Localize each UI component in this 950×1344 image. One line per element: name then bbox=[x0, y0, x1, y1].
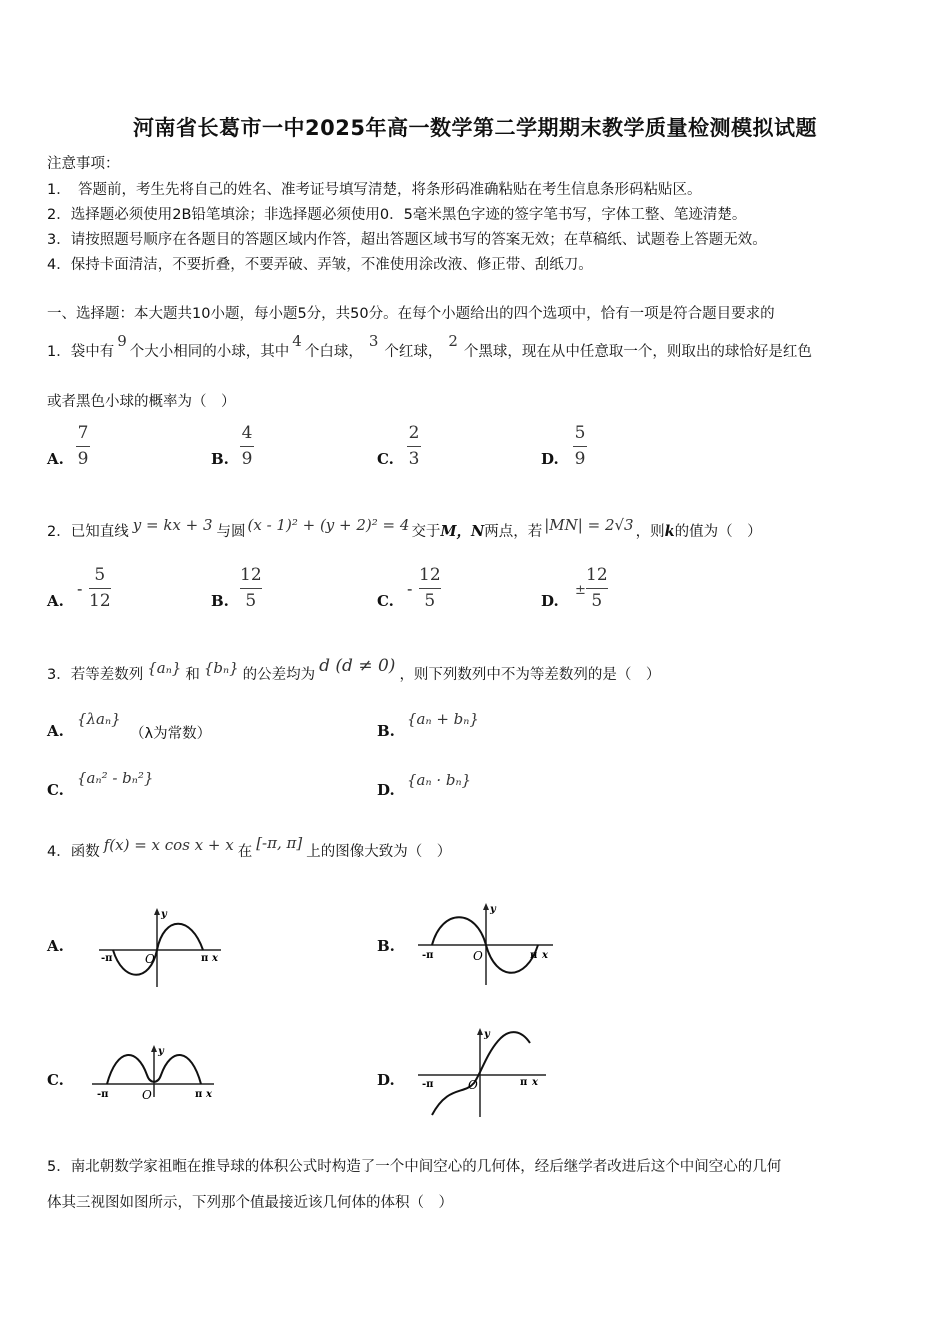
q1-option-b-fraction: 4 9 bbox=[241, 423, 253, 469]
q1-option-b-label[interactable]: B. bbox=[211, 450, 229, 468]
q1-total: 9 bbox=[117, 332, 127, 350]
q1-option-a-fraction: 7 9 bbox=[77, 423, 89, 469]
q1-text: 1．袋中有 bbox=[47, 344, 115, 360]
q3-option-a-label[interactable]: A. bbox=[47, 722, 64, 740]
q1-white: 4 bbox=[292, 332, 302, 350]
question-5: 5．南北朝数学家祖暅在推导球的体积公式时构造了一个中间空心的几何体，经后继学者改进后这个中间空心的几何 bbox=[47, 1159, 782, 1175]
q1-black: 2 bbox=[448, 332, 458, 350]
notice-heading: 注意事项： bbox=[47, 156, 120, 172]
q1-red: 3 bbox=[368, 332, 379, 350]
q3-option-b-label[interactable]: B. bbox=[377, 722, 395, 740]
q1-text: 个大小相同的小球，其中 bbox=[129, 344, 290, 360]
sequence-b: {bₙ} bbox=[203, 659, 239, 677]
svg-text:y: y bbox=[158, 1046, 164, 1057]
notice-item: 3．请按照题号顺序在各题目的答题区域内作答，超出答题区域书写的答案无效；在草稿纸、试题卷上答题无效。 bbox=[47, 232, 767, 248]
question-4: 4．函数 f(x) = x cos x + x 在 [-π, π] 上的图像大致为（ ） bbox=[47, 834, 452, 860]
function-expr: f(x) = x cos x + x bbox=[103, 836, 234, 854]
notice-item: 4．保持卡面清洁，不要折叠，不要弄破、弄皱，不准使用涂改液、修正带、刮纸刀。 bbox=[47, 257, 593, 273]
q4-option-c-label[interactable]: C. bbox=[47, 1071, 64, 1089]
svg-text:y: y bbox=[490, 904, 496, 915]
q4-graph-a bbox=[95, 905, 230, 990]
circle-equation: (x - 1)² + (y + 2)² = 4 bbox=[247, 516, 410, 534]
q1-option-c-label[interactable]: C. bbox=[377, 450, 394, 468]
svg-text:O: O bbox=[142, 1088, 152, 1102]
q4-graph-b bbox=[418, 900, 558, 990]
q4-option-d-label[interactable]: D. bbox=[377, 1071, 395, 1089]
q1-text: 个黑球，现在从中任意取一个，则取出的球恰好是红色 bbox=[463, 344, 812, 360]
question-1-line2: 或者黑色小球的概率为（ ） bbox=[47, 394, 236, 410]
q3-option-a-expr: {λaₙ} bbox=[77, 710, 121, 728]
chord-condition: |MN| = 2√3 bbox=[544, 516, 634, 534]
common-difference: d (d ≠ 0) bbox=[319, 656, 396, 676]
sequence-a: {aₙ} bbox=[147, 659, 182, 677]
notice-item: 1． 答题前，考生先将自己的姓名、准考证号填写清楚，将条形码准确粘贴在考生信息条形码粘贴区。 bbox=[47, 182, 702, 198]
svg-text:-π: -π bbox=[97, 1089, 109, 1100]
svg-text:O: O bbox=[468, 1078, 478, 1092]
svg-text:π: π bbox=[201, 953, 209, 964]
q4-graph-d bbox=[418, 1025, 553, 1120]
q1-text: 个红球， bbox=[384, 344, 443, 360]
q4-option-a-label[interactable]: A. bbox=[47, 937, 64, 955]
q2-option-c-label[interactable]: C. bbox=[377, 592, 394, 610]
line-equation: y = kx + 3 bbox=[132, 516, 213, 534]
q2-option-b-fraction: 12 5 bbox=[240, 565, 262, 611]
question-2: 2．已知直线 y = kx + 3 与圆 (x - 1)² + (y + 2)² = 4 交于M，N两点，若 |MN| = 2√3 ，则k的值为（ ） bbox=[47, 516, 762, 540]
svg-text:π: π bbox=[530, 950, 538, 961]
q3-option-d-label[interactable]: D. bbox=[377, 781, 395, 799]
svg-text:y: y bbox=[484, 1029, 490, 1040]
question-3: 3．若等差数列 {aₙ} 和 {bₙ} 的公差均为 d (d ≠ 0) ，则下列数列中不为等差数列的是（ ） bbox=[47, 656, 661, 683]
q2-option-a-sign: - bbox=[77, 580, 83, 598]
q3-option-b-expr: {aₙ + bₙ} bbox=[407, 710, 479, 728]
question-1 bbox=[47, 332, 812, 361]
svg-text:O: O bbox=[473, 949, 483, 963]
q3-option-a-note: （λ为常数） bbox=[130, 726, 212, 742]
q2-option-d-label[interactable]: D. bbox=[541, 592, 559, 610]
question-5-line2: 体其三视图如图所示，下列那个值最接近该几何体的体积（ ） bbox=[47, 1195, 453, 1211]
svg-text:-π: -π bbox=[101, 953, 113, 964]
q1-option-a-label[interactable]: A. bbox=[47, 450, 64, 468]
interval: [-π, π] bbox=[256, 834, 303, 852]
page-title: 河南省长葛市一中2025年高一数学第二学期期末教学质量检测模拟试题 bbox=[133, 116, 817, 140]
q3-option-c-label[interactable]: C. bbox=[47, 781, 64, 799]
q1-option-d-fraction: 5 9 bbox=[574, 423, 586, 469]
section-heading: 一、选择题：本大题共10小题，每小题5分，共50分。在每个小题给出的四个选项中，恰有一项是符合题目要求的 bbox=[47, 306, 775, 322]
q1-text: 个白球， bbox=[304, 344, 363, 360]
q2-option-d-sign: ± bbox=[575, 583, 586, 598]
q2-option-a-fraction: 5 12 bbox=[89, 565, 111, 611]
svg-text:y: y bbox=[161, 909, 167, 920]
notice-item: 2．选择题必须使用2B铅笔填涂；非选择题必须使用0．5毫米黑色字迹的签字笔书写，字体工整、笔迹清楚。 bbox=[47, 207, 747, 223]
q3-option-d-expr: {aₙ · bₙ} bbox=[407, 771, 472, 789]
q2-option-d-fraction: 12 5 bbox=[586, 565, 608, 611]
svg-text:x: x bbox=[206, 1089, 212, 1100]
q1-option-c-fraction: 2 3 bbox=[408, 423, 420, 469]
q2-option-b-label[interactable]: B. bbox=[211, 592, 229, 610]
svg-text:O: O bbox=[145, 952, 155, 966]
q2-option-a-label[interactable]: A. bbox=[47, 592, 64, 610]
svg-text:x: x bbox=[542, 950, 548, 961]
q3-option-c-expr: {aₙ² - bₙ²} bbox=[77, 769, 154, 787]
svg-text:x: x bbox=[532, 1077, 538, 1088]
q4-option-b-label[interactable]: B. bbox=[377, 937, 395, 955]
q2-option-c-sign: - bbox=[407, 580, 413, 598]
q1-option-d-label[interactable]: D. bbox=[541, 450, 559, 468]
svg-text:-π: -π bbox=[422, 1079, 434, 1090]
svg-text:x: x bbox=[212, 953, 218, 964]
svg-text:-π: -π bbox=[422, 950, 434, 961]
q2-option-c-fraction: 12 5 bbox=[419, 565, 441, 611]
q4-graph-c bbox=[92, 1042, 222, 1107]
svg-text:π: π bbox=[520, 1077, 528, 1088]
svg-text:π: π bbox=[195, 1089, 203, 1100]
